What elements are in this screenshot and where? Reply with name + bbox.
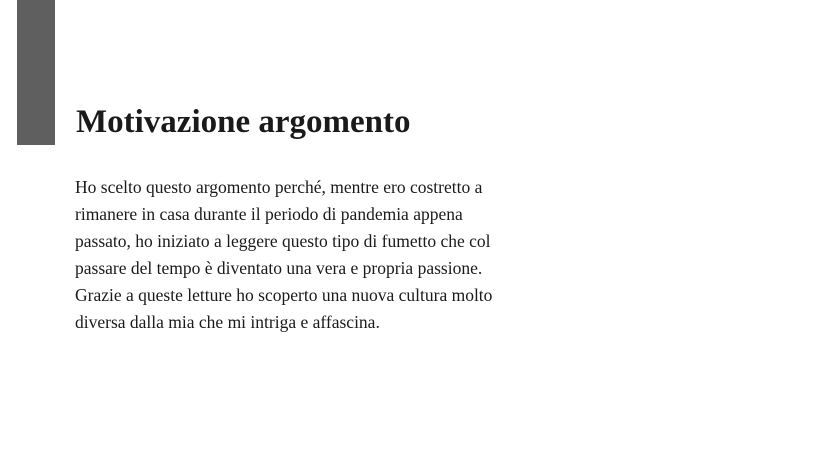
body-line: passato, ho iniziato a leggere questo tipo di fumetto che col <box>75 231 491 251</box>
slide-title: Motivazione argomento <box>76 104 411 140</box>
slide-body-text <box>75 174 545 336</box>
body-line: rimanere in casa durante il periodo di pandemia appena <box>75 204 463 224</box>
body-line: Ho scelto questo argomento perché, mentre ero costretto a <box>75 177 483 197</box>
body-line: Grazie a queste letture ho scoperto una nuova cultura molto <box>75 285 493 305</box>
body-line: diversa dalla mia che mi intriga e affascina. <box>75 312 380 332</box>
body-line: passare del tempo è diventato una vera e propria passione. <box>75 258 483 278</box>
accent-bar <box>17 0 55 145</box>
